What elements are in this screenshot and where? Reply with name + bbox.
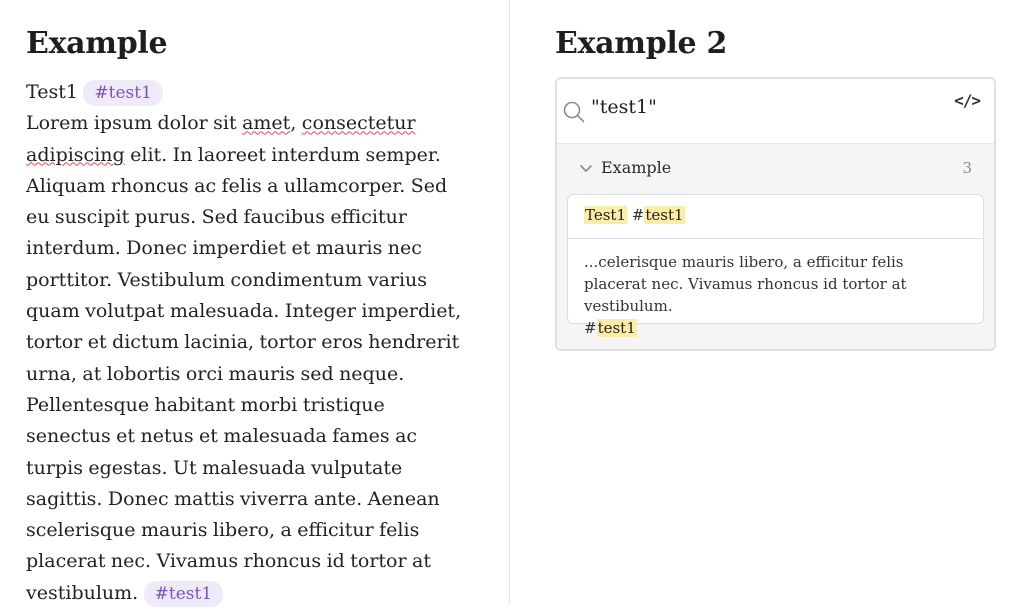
match-context[interactable] <box>568 239 983 339</box>
search-query-row[interactable] <box>557 79 994 143</box>
body-text-post: elit. In laoreet interdum semper. Aliquam rhoncus ac felis a ullamcorper. Sed eu suscipit purus. Sed faucibus efficitur interdum. Donec imperdiet et mauris nec porttitor. Vestibulum condimentum varius quam volutpat malesuada. Integer imperdiet, tortor et dictum lacinia, tortor eros hendrerit urna, at lobortis orci mauris sed neque. Pellentesque habitant morbi tristique senectus et netus et malesuada fames ac turpis egestas. Ut malesuada vulputate sagittis. Donec mattis viverra ante. Aenean scelerisque mauris libero, a efficitur felis placerat nec. Vivamus rhoncus id tortor at vestibulum. <box>26 143 462 604</box>
context-hash: # <box>584 319 597 337</box>
editor-pane-right[interactable] <box>510 0 1023 603</box>
match-card[interactable] <box>567 194 984 337</box>
note-first-line: Test1 <box>26 81 78 103</box>
tag-test1[interactable]: #test1 <box>83 80 163 106</box>
highlight-context-tag: test1 <box>597 319 636 337</box>
embedded-search <box>555 77 996 351</box>
chevron-down-icon[interactable] <box>579 164 593 174</box>
note-title[interactable]: Example <box>26 26 168 61</box>
match-context-text: ...celerisque mauris libero, a efficitur felis placerat nec. Vivamus rhoncus id tortor at vestibulum. <box>584 253 907 315</box>
search-icon <box>563 101 585 123</box>
spellcheck-word-adipiscing[interactable]: adipiscing <box>26 143 125 166</box>
spellcheck-word-amet[interactable]: amet <box>242 112 291 135</box>
result-group-header[interactable] <box>557 144 994 194</box>
code-icon[interactable]: </> <box>954 91 980 110</box>
tag-test1-end[interactable]: #test1 <box>144 581 224 607</box>
search-query-text[interactable]: "test1" <box>591 96 657 118</box>
search-results <box>557 143 994 349</box>
highlight-tag: test1 <box>645 206 684 224</box>
editor-pane-left[interactable] <box>0 0 510 603</box>
note-title-2[interactable]: Example 2 <box>555 26 728 61</box>
highlight-test1: Test1 <box>585 206 626 224</box>
result-file-title[interactable]: Example <box>601 158 672 177</box>
match-line-1[interactable] <box>568 195 983 239</box>
match-count: 3 <box>962 159 972 177</box>
match-sep: # <box>627 206 645 224</box>
note-body[interactable] <box>26 77 466 609</box>
body-text-pre: Lorem ipsum dolor sit <box>26 112 243 135</box>
body-text-sep1: , <box>290 112 302 135</box>
spellcheck-word-consectetur[interactable]: consectetur <box>301 112 416 135</box>
